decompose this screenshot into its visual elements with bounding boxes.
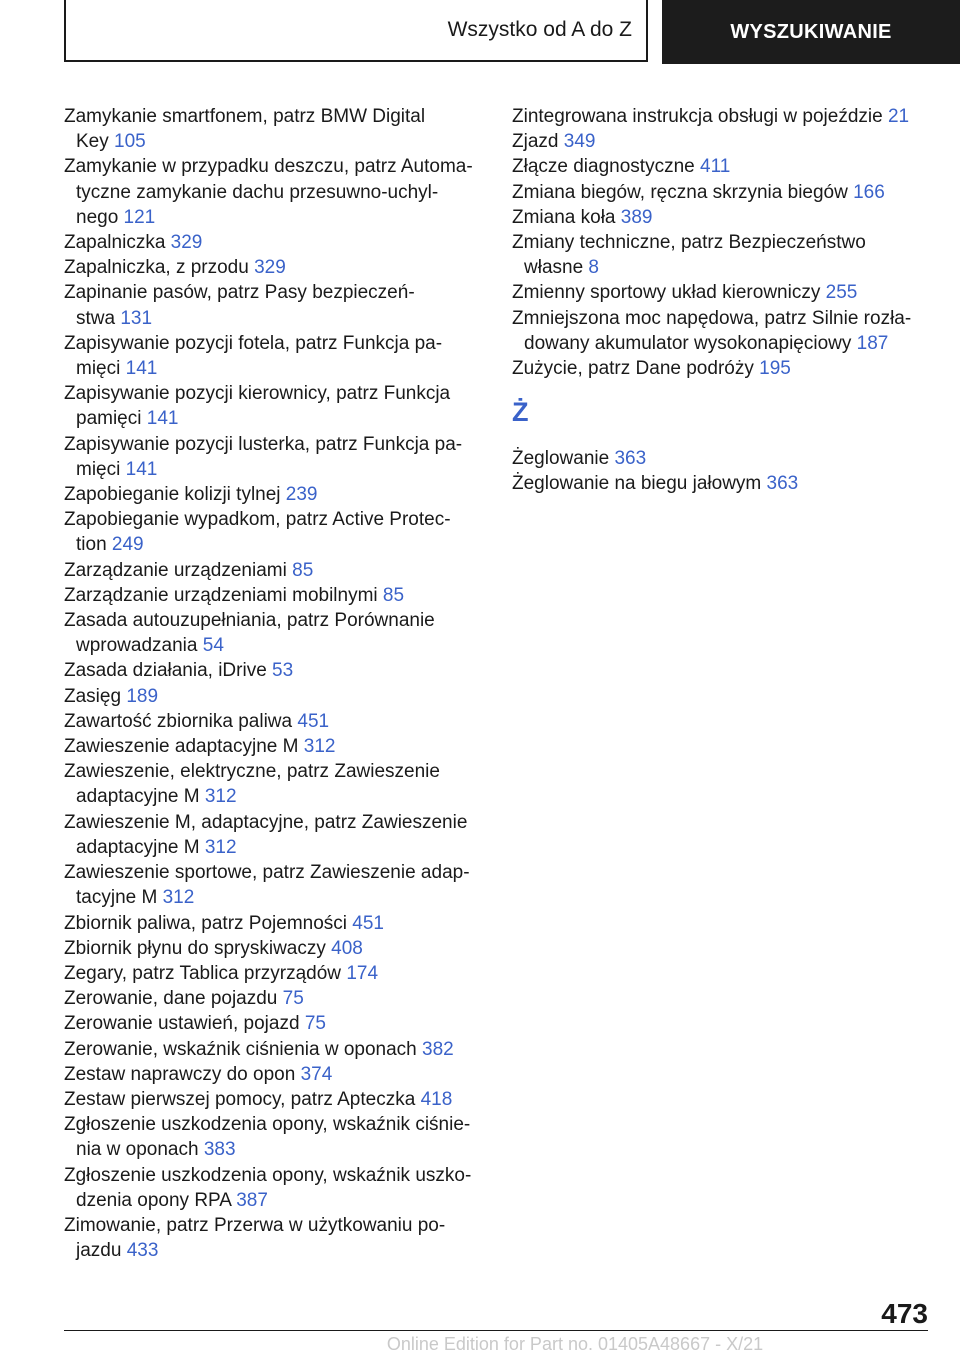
index-entry-text: Zerowanie, dane pojazdu (64, 988, 283, 1010)
page-reference-link[interactable]: 312 (303, 736, 336, 758)
page-reference-link[interactable]: 329 (170, 232, 203, 254)
page-reference-link[interactable]: 312 (204, 786, 237, 808)
page-reference-link[interactable]: 408 (331, 937, 363, 959)
footer-text: Online Edition for Part no. 01405A48667 - X/21 (386, 1334, 764, 1354)
index-entry-text: Zamykanie w przypadku deszczu, patrz Automa- tyczne zamykanie dachu przesuwno-uchyl- nego (64, 156, 473, 228)
index-entry-text: Zmiana biegów, ręczna skrzynia biegów (512, 181, 854, 203)
index-entry-text: Zawieszenie adaptacyjne M (64, 736, 304, 758)
index-entry (64, 961, 474, 986)
page-reference-link[interactable]: 374 (300, 1063, 333, 1085)
index-entry (64, 684, 474, 709)
page-reference-link[interactable]: 141 (125, 358, 158, 380)
index-entry-text: Zawieszenie, elektryczne, patrz Zawieszenie adaptacyjne M (64, 761, 440, 808)
index-entry-text: Zawieszenie sportowe, patrz Zawieszenie adap- tacyjne M (64, 862, 470, 909)
page-reference-link[interactable]: 187 (856, 332, 889, 354)
index-entry-text: Zarządzanie urządzeniami (64, 559, 293, 581)
footer-divider (64, 1330, 928, 1331)
index-entry (64, 583, 474, 608)
page-reference-link[interactable]: 75 (304, 1013, 326, 1035)
index-list-z (512, 104, 922, 381)
index-entry-text: Zmiana koła (512, 206, 621, 228)
index-entry-text: Zużycie, patrz Dane podróży (512, 358, 760, 380)
index-entry (64, 154, 474, 230)
index-entry-text: Zapisywanie pozycji fotela, patrz Funkcja pa- mięci (64, 332, 443, 380)
index-entry (512, 280, 922, 305)
search-tab[interactable] (662, 0, 960, 64)
page-reference-link[interactable]: 141 (125, 458, 158, 480)
index-entry (64, 860, 474, 910)
index-entry-text: Zmienny sportowy układ kierowniczy (512, 282, 826, 304)
index-entry-text: Zjazd (512, 131, 564, 153)
page-reference-link[interactable]: 411 (700, 156, 731, 178)
page-reference-link[interactable]: 189 (126, 685, 159, 707)
index-entry-text: Zbiornik płynu do spryskiwaczy (64, 937, 332, 959)
page-reference-link[interactable]: 85 (292, 559, 314, 581)
page-reference-link[interactable]: 382 (422, 1038, 454, 1060)
index-entry-text: Zapinanie pasów, patrz Pasy bezpieczeń- stwa (64, 282, 415, 329)
page-reference-link[interactable]: 389 (620, 206, 653, 228)
index-entry (64, 104, 474, 154)
index-entry-text: Zawartość zbiornika paliwa (64, 710, 298, 732)
page-reference-link[interactable]: 174 (346, 962, 379, 984)
index-entry (64, 558, 474, 583)
page-reference-link[interactable]: 363 (766, 473, 799, 495)
index-entry (64, 658, 474, 683)
page-reference-link[interactable]: 387 (236, 1189, 268, 1211)
index-entry (64, 759, 474, 809)
page-header (0, 0, 960, 66)
index-entry-text: Zgłoszenie uszkodzenia opony, wskaźnik uszko- dzenia opony RPA (64, 1164, 472, 1211)
page-reference-link[interactable]: 53 (272, 660, 294, 682)
index-entry (512, 154, 922, 179)
index-entry (64, 911, 474, 936)
section-title (64, 0, 648, 62)
index-column-left (64, 104, 474, 1263)
index-entry-text: Zapobieganie wypadkom, patrz Active Protec- tion (64, 509, 451, 556)
index-entry-text: Zimowanie, patrz Przerwa w użytkowaniu po- jazdu (64, 1214, 446, 1262)
page-reference-link[interactable]: 8 (588, 257, 599, 279)
index-entry-text: Żeglowanie (512, 448, 615, 470)
index-entry (64, 810, 474, 860)
index-entry-text: Zestaw naprawczy do opon (64, 1063, 301, 1085)
index-entry-text: Zerowanie, wskaźnik ciśnienia w oponach (64, 1038, 423, 1060)
page-reference-link[interactable]: 329 (254, 257, 286, 279)
index-entry-text: Zgłoszenie uszkodzenia opony, wskaźnik ciśnie- nia w oponach (64, 1114, 471, 1161)
index-entry-text: Zegary, patrz Tablica przyrządów (64, 962, 347, 984)
page-reference-link[interactable]: 85 (382, 584, 405, 606)
page-reference-link[interactable]: 451 (297, 710, 330, 732)
page-reference-link[interactable]: 54 (202, 635, 224, 657)
page-reference-link[interactable]: 312 (162, 887, 195, 909)
page-reference-link[interactable]: 249 (111, 534, 144, 556)
page-reference-link[interactable]: 239 (285, 484, 318, 506)
index-entry (512, 230, 922, 280)
index-entry (512, 471, 922, 496)
page-reference-link[interactable]: 195 (759, 358, 791, 380)
index-entry-text: Zasięg (64, 685, 127, 707)
page-reference-link[interactable]: 433 (126, 1240, 159, 1262)
index-entry-text: Zestaw pierwszej pomocy, patrz Apteczka (64, 1088, 421, 1110)
page-reference-link[interactable]: 418 (420, 1088, 453, 1110)
index-entry (64, 936, 474, 961)
page-reference-link[interactable]: 21 (887, 106, 910, 127)
index-entry (512, 104, 922, 129)
index-entry-text: Zapobieganie kolizji tylnej (64, 484, 286, 506)
index-entry (512, 129, 922, 154)
index-entry-text: Złącze diagnostyczne (512, 156, 700, 178)
index-entry (64, 734, 474, 759)
index-entry (64, 507, 474, 557)
index-entry (64, 482, 474, 507)
page-reference-link[interactable]: 451 (352, 912, 384, 934)
index-entry (64, 608, 474, 658)
index-entry (64, 709, 474, 734)
page-reference-link[interactable]: 312 (204, 836, 237, 858)
page-reference-link[interactable]: 105 (114, 131, 146, 153)
index-entry (512, 446, 922, 471)
index-entry (64, 1163, 474, 1213)
index-column-right (512, 104, 922, 497)
letter-heading: Ż (512, 397, 529, 428)
index-entry-text: Zapisywanie pozycji lusterka, patrz Funkcja pa- mięci (64, 433, 463, 480)
index-entry (64, 1087, 474, 1112)
index-entry-text: Zerowanie ustawień, pojazd (64, 1013, 305, 1035)
index-entry (64, 280, 474, 330)
index-entry-text: Zawieszenie M, adaptacyjne, patrz Zawieszenie adaptacyjne M (64, 811, 468, 858)
page-reference-link[interactable]: 363 (614, 448, 647, 470)
index-entry-text: Żeglowanie na biegu jałowym (512, 473, 767, 495)
index-entry (64, 1062, 474, 1087)
page-reference-link[interactable]: 75 (282, 988, 304, 1010)
index-entry-text: Zapalniczka, z przodu (64, 257, 255, 279)
index-entry (512, 205, 922, 230)
page-reference-link[interactable]: 255 (825, 282, 858, 304)
index-entry-text: Zmniejszona moc napędowa, patrz Silnie rozła- dowany akumulator wysokonapięciowy (512, 307, 912, 354)
index-entry (64, 1213, 474, 1263)
index-entry-text: Zasada działania, iDrive (64, 660, 273, 682)
index-entry (64, 381, 474, 431)
index-list-z-dot (512, 446, 922, 496)
page-reference-link[interactable]: 349 (563, 131, 596, 153)
index-entry (64, 986, 474, 1011)
index-entry-text: Zapisywanie pozycji kierownicy, patrz Funkcja pamięci (64, 383, 451, 430)
index-entry (64, 1037, 474, 1062)
index-entry (512, 356, 922, 381)
index-entry (64, 230, 474, 255)
index-entry (512, 180, 922, 205)
index-entry-text: Zmiany techniczne, patrz Bezpieczeństwo własne (512, 232, 866, 279)
index-entry-text: Zamykanie smartfonem, patrz BMW Digital Key (64, 106, 426, 153)
index-entry (64, 1112, 474, 1162)
page-reference-link[interactable]: 131 (120, 307, 153, 329)
index-entry-text: Zarządzanie urządzeniami mobilnymi (64, 584, 383, 606)
page-reference-link[interactable]: 166 (853, 181, 885, 203)
index-entry (64, 432, 474, 482)
index-entry (512, 306, 922, 356)
page-number: 473 (881, 1298, 928, 1329)
section-title-text: Wszystko od A do Z (447, 18, 632, 41)
page-reference-link[interactable]: 141 (146, 408, 179, 430)
search-tab-label: WYSZUKIWANIE (730, 20, 892, 43)
index-entry (64, 331, 474, 381)
footer (0, 1334, 960, 1362)
index-entry-text: Zintegrowana instrukcja obsługi w pojeździe (512, 106, 888, 127)
index-entry-text: Zapalniczka (64, 232, 171, 254)
index-entry (64, 1011, 474, 1036)
index-entry (64, 255, 474, 280)
page-reference-link[interactable]: 121 (123, 206, 156, 228)
page-reference-link[interactable]: 383 (203, 1139, 236, 1161)
index-entry-text: Zbiornik paliwa, patrz Pojemności (64, 912, 353, 934)
index-entry-text: Zasada autouzupełniania, patrz Porównanie wprowadzania (64, 610, 435, 657)
